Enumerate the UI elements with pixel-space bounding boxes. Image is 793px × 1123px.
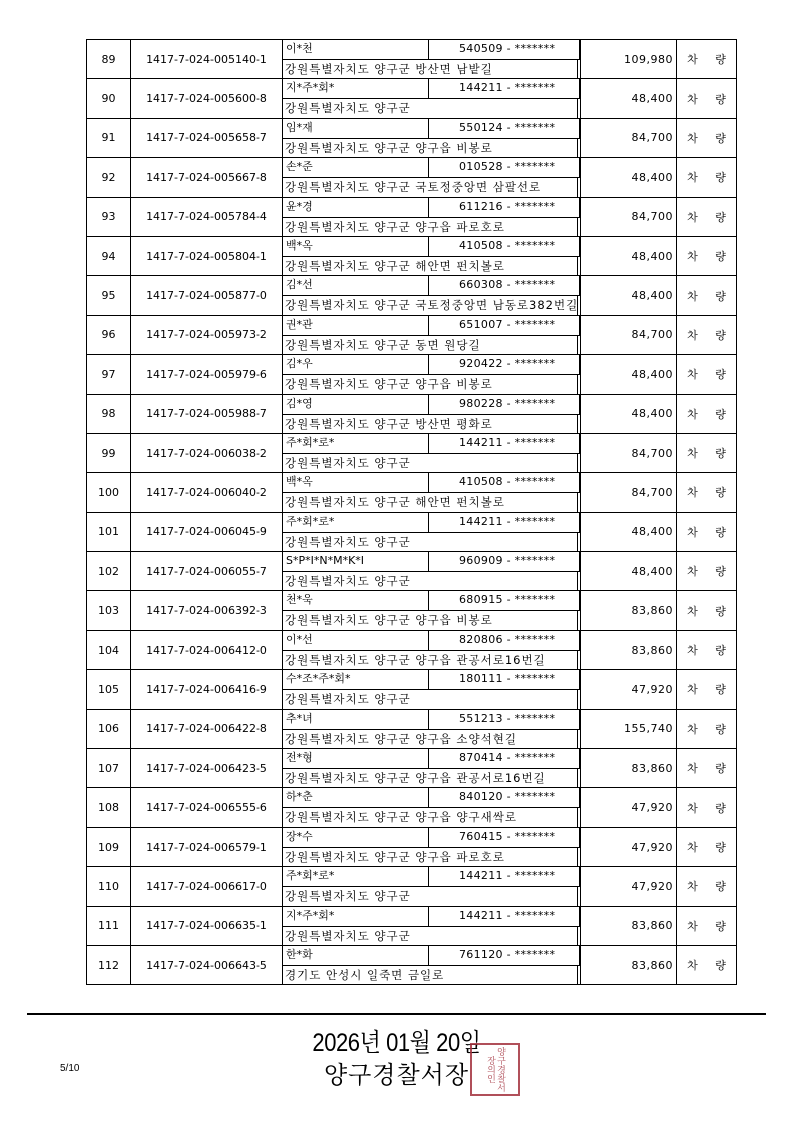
resident-number: 144211 - ******* — [429, 907, 580, 926]
person-info — [283, 946, 581, 984]
table-row — [87, 473, 737, 512]
person-info — [283, 552, 581, 590]
item-type: 차 량 — [677, 867, 737, 905]
table-row — [87, 907, 737, 946]
table-row — [87, 198, 737, 237]
person-info — [283, 158, 581, 196]
person-info — [283, 276, 581, 314]
footer-divider — [27, 1013, 766, 1015]
item-type: 차 량 — [677, 749, 737, 787]
address: 강원특별자치도 양구군 — [285, 101, 411, 116]
amount: 84,700 — [581, 316, 677, 354]
resident-number: 761120 - ******* — [429, 946, 580, 965]
case-id: 1417-7-024-006422-8 — [131, 710, 283, 748]
item-type: 차 량 — [677, 395, 737, 433]
table-row — [87, 946, 737, 985]
table-row — [87, 710, 737, 749]
resident-number: 760415 - ******* — [429, 828, 580, 847]
resident-number: 410508 - ******* — [429, 237, 580, 256]
item-type: 차 량 — [677, 119, 737, 157]
resident-number: 410508 - ******* — [429, 473, 580, 492]
row-number: 104 — [87, 631, 131, 669]
notice-table — [86, 39, 737, 985]
table-row — [87, 119, 737, 158]
item-type: 차 량 — [677, 473, 737, 511]
resident-number: 980228 - ******* — [429, 395, 580, 414]
table-row — [87, 631, 737, 670]
amount: 83,860 — [581, 631, 677, 669]
address: 강원특별자치도 양구군 양구읍 비봉로 — [285, 377, 493, 392]
case-id: 1417-7-024-005979-6 — [131, 355, 283, 393]
case-id: 1417-7-024-005804-1 — [131, 237, 283, 275]
person-info — [283, 434, 581, 472]
item-type: 차 량 — [677, 788, 737, 826]
row-number: 90 — [87, 79, 131, 117]
case-id: 1417-7-024-005988-7 — [131, 395, 283, 433]
address: 강원특별자치도 양구군 — [285, 455, 411, 470]
row-number: 97 — [87, 355, 131, 393]
row-number: 95 — [87, 276, 131, 314]
case-id: 1417-7-024-005877-0 — [131, 276, 283, 314]
row-number: 92 — [87, 158, 131, 196]
address: 강원특별자치도 양구군 방산면 남밭길 — [285, 62, 493, 76]
address: 강원특별자치도 양구군 방산면 평화로 — [285, 416, 493, 431]
table-row — [87, 355, 737, 394]
item-type: 차 량 — [677, 552, 737, 590]
case-id: 1417-7-024-006579-1 — [131, 828, 283, 866]
table-row — [87, 40, 737, 79]
person-name: 천*욱 — [283, 591, 429, 610]
table-row — [87, 316, 737, 355]
row-number: 107 — [87, 749, 131, 787]
item-type: 차 량 — [677, 591, 737, 629]
address: 강원특별자치도 양구군 — [285, 928, 411, 943]
resident-number: 611216 - ******* — [429, 198, 580, 217]
amount: 109,980 — [581, 40, 677, 78]
person-info — [283, 828, 581, 866]
row-number: 93 — [87, 198, 131, 236]
item-type: 차 량 — [677, 237, 737, 275]
person-name: 지*주*회* — [283, 79, 429, 98]
resident-number: 960909 - ******* — [429, 552, 580, 571]
amount: 83,860 — [581, 749, 677, 787]
person-info — [283, 631, 581, 669]
row-number: 101 — [87, 513, 131, 551]
table-row — [87, 513, 737, 552]
person-info — [283, 670, 581, 708]
person-name: 수*조*주*회* — [283, 670, 429, 689]
address: 강원특별자치도 양구군 양구읍 파로호로 — [285, 849, 505, 864]
person-name: 권*관 — [283, 316, 429, 335]
address: 강원특별자치도 양구군 양구읍 관공서로16번길 — [285, 771, 546, 786]
person-info — [283, 355, 581, 393]
case-id: 1417-7-024-006416-9 — [131, 670, 283, 708]
case-id: 1417-7-024-006392-3 — [131, 591, 283, 629]
amount: 48,400 — [581, 158, 677, 196]
person-name: 손*준 — [283, 158, 429, 177]
person-info — [283, 788, 581, 826]
item-type: 차 량 — [677, 670, 737, 708]
case-id: 1417-7-024-006635-1 — [131, 907, 283, 945]
table-row — [87, 670, 737, 709]
person-name: 김*선 — [283, 276, 429, 295]
person-name: 백*옥 — [283, 473, 429, 492]
item-type: 차 량 — [677, 710, 737, 748]
item-type: 차 량 — [677, 631, 737, 669]
person-name: 추*녀 — [283, 710, 429, 729]
person-name: 김*영 — [283, 395, 429, 414]
amount: 84,700 — [581, 198, 677, 236]
amount: 48,400 — [581, 513, 677, 551]
resident-number: 920422 - ******* — [429, 355, 580, 374]
person-info — [283, 513, 581, 551]
address: 강원특별자치도 양구군 양구읍 소양석현길 — [285, 731, 517, 746]
person-name: 주*회*로* — [283, 867, 429, 886]
row-number: 100 — [87, 473, 131, 511]
resident-number: 144211 - ******* — [429, 79, 580, 98]
amount: 155,740 — [581, 710, 677, 748]
case-id: 1417-7-024-006040-2 — [131, 473, 283, 511]
amount: 47,920 — [581, 867, 677, 905]
row-number: 102 — [87, 552, 131, 590]
address: 강원특별자치도 양구군 양구읍 양구새싹로 — [285, 810, 517, 825]
resident-number: 870414 - ******* — [429, 749, 580, 768]
row-number: 94 — [87, 237, 131, 275]
amount: 48,400 — [581, 79, 677, 117]
address: 강원특별자치도 양구군 해안면 펀치볼로 — [285, 258, 505, 273]
item-type: 차 량 — [677, 40, 737, 78]
person-info — [283, 316, 581, 354]
table-row — [87, 867, 737, 906]
resident-number: 680915 - ******* — [429, 591, 580, 610]
address: 강원특별자치도 양구군 양구읍 파로호로 — [285, 219, 505, 234]
table-row — [87, 828, 737, 867]
person-info — [283, 867, 581, 905]
amount: 83,860 — [581, 946, 677, 984]
address: 강원특별자치도 양구군 양구읍 비봉로 — [285, 613, 493, 628]
address: 강원특별자치도 양구군 국토정중앙면 남동로382번길 — [285, 298, 579, 313]
person-info — [283, 198, 581, 236]
resident-number: 180111 - ******* — [429, 670, 580, 689]
amount: 47,920 — [581, 670, 677, 708]
person-name: 임*재 — [283, 119, 429, 138]
case-id: 1417-7-024-005658-7 — [131, 119, 283, 157]
case-id: 1417-7-024-005140-1 — [131, 40, 283, 78]
amount: 47,920 — [581, 828, 677, 866]
item-type: 차 량 — [677, 946, 737, 984]
person-name: 윤*경 — [283, 198, 429, 217]
row-number: 112 — [87, 946, 131, 984]
row-number: 91 — [87, 119, 131, 157]
table-row — [87, 276, 737, 315]
row-number: 108 — [87, 788, 131, 826]
item-type: 차 량 — [677, 434, 737, 472]
amount: 83,860 — [581, 907, 677, 945]
item-type: 차 량 — [677, 828, 737, 866]
person-name: 지*주*회* — [283, 907, 429, 926]
person-info — [283, 119, 581, 157]
case-id: 1417-7-024-006643-5 — [131, 946, 283, 984]
person-name: 주*회*로* — [283, 434, 429, 453]
table-row — [87, 552, 737, 591]
person-info — [283, 79, 581, 117]
table-row — [87, 79, 737, 118]
address: 경기도 안성시 일죽면 금일로 — [285, 967, 445, 982]
resident-number: 144211 - ******* — [429, 867, 580, 886]
amount: 47,920 — [581, 788, 677, 826]
amount: 84,700 — [581, 434, 677, 472]
row-number: 109 — [87, 828, 131, 866]
amount: 84,700 — [581, 473, 677, 511]
item-type: 차 량 — [677, 316, 737, 354]
resident-number: 651007 - ******* — [429, 316, 580, 335]
address: 강원특별자치도 양구군 양구읍 비봉로 — [285, 140, 493, 155]
table-row — [87, 158, 737, 197]
resident-number: 550124 - ******* — [429, 119, 580, 138]
person-name: 이*천 — [283, 40, 429, 59]
table-row — [87, 395, 737, 434]
resident-number: 540509 - ******* — [429, 40, 580, 59]
amount: 48,400 — [581, 355, 677, 393]
case-id: 1417-7-024-005784-4 — [131, 198, 283, 236]
resident-number: 144211 - ******* — [429, 513, 580, 532]
item-type: 차 량 — [677, 79, 737, 117]
table-row — [87, 591, 737, 630]
amount: 83,860 — [581, 591, 677, 629]
amount: 48,400 — [581, 552, 677, 590]
case-id: 1417-7-024-005973-2 — [131, 316, 283, 354]
case-id: 1417-7-024-006412-0 — [131, 631, 283, 669]
person-name: 주*회*로* — [283, 513, 429, 532]
address: 강원특별자치도 양구군 동면 원당길 — [285, 337, 481, 352]
person-name: 한*화 — [283, 946, 429, 965]
item-type: 차 량 — [677, 355, 737, 393]
row-number: 98 — [87, 395, 131, 433]
person-info — [283, 907, 581, 945]
official-seal-icon: 양구경찰서장의인 — [470, 1043, 520, 1096]
item-type: 차 량 — [677, 276, 737, 314]
person-info — [283, 395, 581, 433]
item-type: 차 량 — [677, 198, 737, 236]
row-number: 106 — [87, 710, 131, 748]
resident-number: 840120 - ******* — [429, 788, 580, 807]
address: 강원특별자치도 양구군 — [285, 574, 411, 589]
case-id: 1417-7-024-006055-7 — [131, 552, 283, 590]
issue-date: 2026년 01월 20일 — [312, 1029, 481, 1057]
case-id: 1417-7-024-005600-8 — [131, 79, 283, 117]
person-info — [283, 473, 581, 511]
person-name: 백*옥 — [283, 237, 429, 256]
issuer-name: 양구경찰서장 — [323, 1061, 470, 1089]
person-name: 전*형 — [283, 749, 429, 768]
amount: 48,400 — [581, 395, 677, 433]
case-id: 1417-7-024-006423-5 — [131, 749, 283, 787]
address: 강원특별자치도 양구군 해안면 펀치볼로 — [285, 495, 505, 510]
person-name: 김*우 — [283, 355, 429, 374]
person-name: 하*춘 — [283, 788, 429, 807]
resident-number: 551213 - ******* — [429, 710, 580, 729]
case-id: 1417-7-024-005667-8 — [131, 158, 283, 196]
person-info — [283, 237, 581, 275]
person-info — [283, 749, 581, 787]
row-number: 89 — [87, 40, 131, 78]
table-row — [87, 434, 737, 473]
case-id: 1417-7-024-006045-9 — [131, 513, 283, 551]
row-number: 110 — [87, 867, 131, 905]
person-info — [283, 40, 581, 78]
page-number: 5/10 — [60, 1063, 80, 1074]
amount: 48,400 — [581, 237, 677, 275]
address: 강원특별자치도 양구군 — [285, 534, 411, 549]
case-id: 1417-7-024-006038-2 — [131, 434, 283, 472]
person-name: 장*수 — [283, 828, 429, 847]
item-type: 차 량 — [677, 513, 737, 551]
person-info — [283, 591, 581, 629]
row-number: 96 — [87, 316, 131, 354]
item-type: 차 량 — [677, 158, 737, 196]
row-number: 99 — [87, 434, 131, 472]
resident-number: 660308 - ******* — [429, 276, 580, 295]
row-number: 103 — [87, 591, 131, 629]
amount: 48,400 — [581, 276, 677, 314]
case-id: 1417-7-024-006555-6 — [131, 788, 283, 826]
resident-number: 010528 - ******* — [429, 158, 580, 177]
address: 강원특별자치도 양구군 양구읍 관공서로16번길 — [285, 652, 546, 667]
resident-number: 820806 - ******* — [429, 631, 580, 650]
person-name: 이*선 — [283, 631, 429, 650]
amount: 84,700 — [581, 119, 677, 157]
table-row — [87, 788, 737, 827]
case-id: 1417-7-024-006617-0 — [131, 867, 283, 905]
person-info — [283, 710, 581, 748]
table-row — [87, 749, 737, 788]
table-row — [87, 237, 737, 276]
row-number: 111 — [87, 907, 131, 945]
resident-number: 144211 - ******* — [429, 434, 580, 453]
address: 강원특별자치도 양구군 국토정중앙면 삼팔선로 — [285, 180, 542, 195]
item-type: 차 량 — [677, 907, 737, 945]
row-number: 105 — [87, 670, 131, 708]
person-name: S*P*I*N*M*K*I — [283, 552, 429, 571]
address: 강원특별자치도 양구군 — [285, 692, 411, 707]
address: 강원특별자치도 양구군 — [285, 889, 411, 904]
